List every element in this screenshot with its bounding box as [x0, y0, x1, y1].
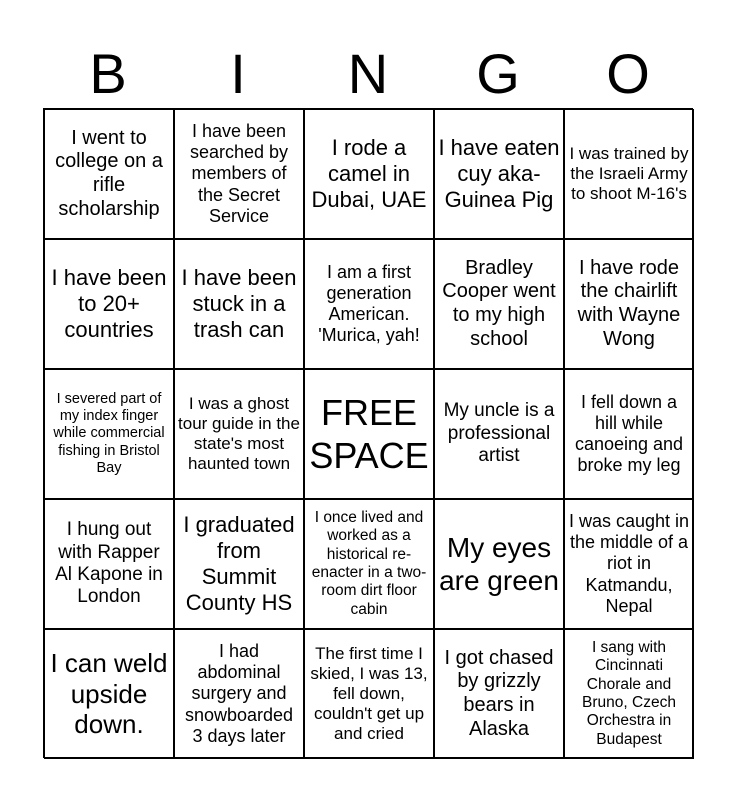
bingo-cell[interactable]: I have eaten cuy aka-Guinea Pig [434, 109, 564, 239]
header-letter-g: G [476, 42, 520, 105]
bingo-cell[interactable]: I have rode the chairlift with Wayne Wong [564, 239, 694, 369]
bingo-cell[interactable]: I once lived and worked as a historical re-enacter in a two-room dirt floor cabin [304, 499, 434, 629]
bingo-cell[interactable]: The first time I skied, I was 13, fell down, couldn't get up and cried [304, 629, 434, 759]
bingo-cell[interactable]: I severed part of my index finger while commercial fishing in Bristol Bay [44, 369, 174, 499]
bingo-cell[interactable]: I fell down a hill while canoeing and broke my leg [564, 369, 694, 499]
bingo-cell[interactable]: My eyes are green [434, 499, 564, 629]
bingo-cell[interactable]: I sang with Cincinnati Chorale and Bruno, Czech Orchestra in Budapest [564, 629, 694, 759]
bingo-cell[interactable]: I have been searched by members of the Secret Service [174, 109, 304, 239]
bingo-board [43, 108, 693, 758]
free-space-cell[interactable]: FREE SPACE [304, 369, 434, 499]
bingo-cell[interactable]: I went to college on a rifle scholarship [44, 109, 174, 239]
bingo-cell[interactable]: I have been stuck in a trash can [174, 239, 304, 369]
bingo-header [43, 40, 693, 108]
bingo-cell[interactable]: I got chased by grizzly bears in Alaska [434, 629, 564, 759]
bingo-cell[interactable]: I rode a camel in Dubai, UAE [304, 109, 434, 239]
bingo-cell[interactable]: I am a first generation American. 'Murica, yah! [304, 239, 434, 369]
header-letter-b: B [89, 42, 127, 105]
bingo-cell[interactable]: I hung out with Rapper Al Kapone in London [44, 499, 174, 629]
bingo-cell[interactable]: I was a ghost tour guide in the state's most haunted town [174, 369, 304, 499]
bingo-cell[interactable]: I had abdominal surgery and snowboarded 3 days later [174, 629, 304, 759]
bingo-cell[interactable]: Bradley Cooper went to my high school [434, 239, 564, 369]
header-letter-n: N [347, 42, 389, 105]
bingo-cell[interactable]: I have been to 20+ countries [44, 239, 174, 369]
bingo-cell[interactable]: I was caught in the middle of a riot in Katmandu, Nepal [564, 499, 694, 629]
bingo-cell[interactable]: I graduated from Summit County HS [174, 499, 304, 629]
bingo-cell[interactable]: I can weld upside down. [44, 629, 174, 759]
bingo-cell[interactable]: I was trained by the Israeli Army to shoot M-16's [564, 109, 694, 239]
header-letter-i: I [230, 42, 246, 105]
bingo-cell[interactable]: My uncle is a professional artist [434, 369, 564, 499]
header-letter-o: O [606, 42, 650, 105]
